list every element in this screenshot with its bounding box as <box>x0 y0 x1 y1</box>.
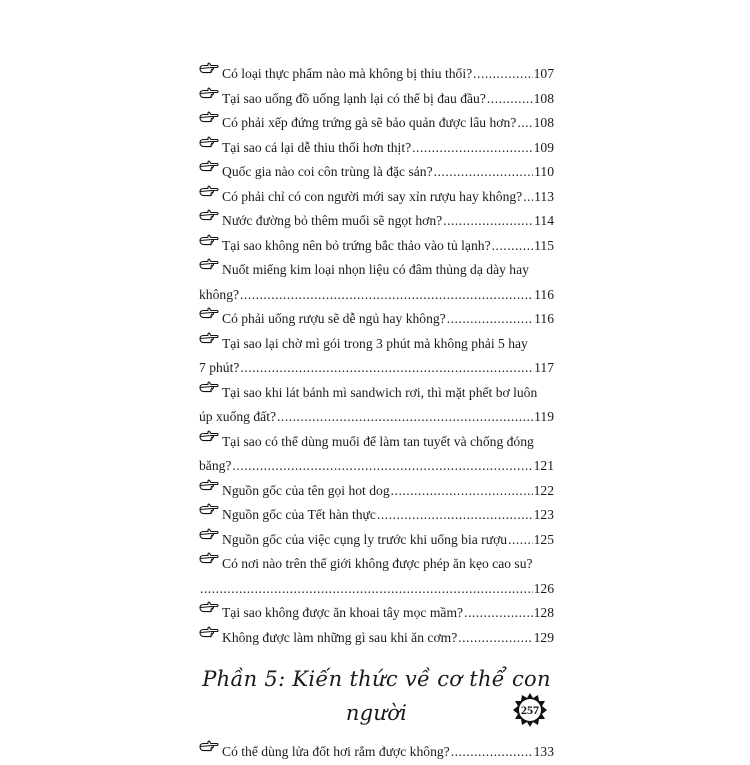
toc-entry <box>199 185 554 210</box>
pointing-hand-icon <box>199 111 219 123</box>
toc-entry <box>199 234 554 259</box>
toc-entry-title-cont: không? <box>199 286 240 302</box>
leader-dots <box>443 209 533 234</box>
leader-dots <box>523 185 533 210</box>
pointing-hand-icon <box>199 503 219 515</box>
leader-dots <box>200 577 533 602</box>
toc-entry-page: 119 <box>534 409 554 424</box>
toc-entry-title: Có phải chỉ có con người mới say xỉn rượu hay không? <box>222 188 523 204</box>
toc-entry <box>199 332 554 381</box>
toc-entry-line <box>199 479 554 504</box>
toc-entry-page: 113 <box>534 188 554 204</box>
pointing-hand-icon <box>199 626 219 638</box>
pointing-hand-icon <box>199 185 219 197</box>
toc-entry <box>199 479 554 504</box>
toc-entry-line <box>199 405 554 430</box>
toc-entry-page: 133 <box>533 744 554 759</box>
toc-entry-title-cont: úp xuống đất? <box>199 409 277 424</box>
toc-entry-title: Có phải uống rượu sẽ dễ ngủ hay không? <box>222 311 446 326</box>
pointing-hand-icon <box>199 528 219 540</box>
toc-entry-page: 121 <box>533 458 554 473</box>
pointing-hand-icon <box>199 552 219 564</box>
leader-dots <box>232 454 532 479</box>
section-heading: Phần 5: Kiến thức về cơ thể con người <box>202 667 551 725</box>
pointing-hand-icon <box>199 258 219 270</box>
page-number-badge <box>513 693 547 727</box>
toc-entry-line <box>199 283 554 308</box>
toc-entry-title: Nước đường bỏ thêm muối sẽ ngọt hơn? <box>222 213 443 228</box>
toc-entry-title: Tại sao uống đồ uống lạnh lại có thể bị đau đầu? <box>222 90 486 106</box>
toc-entry-line <box>199 503 554 528</box>
toc-entry-line <box>199 626 554 651</box>
toc-entry-line <box>199 111 554 136</box>
toc-entry-title: Tại sao không được ăn khoai tây mọc mầm? <box>222 605 464 620</box>
toc-entry-line <box>199 740 554 765</box>
pointing-hand-icon <box>199 209 219 221</box>
toc-entry-title: Quốc gia nào coi côn trùng là đặc sản? <box>222 164 433 179</box>
toc-entry <box>199 601 554 626</box>
toc-entry <box>199 87 554 112</box>
toc-entry-line <box>199 209 554 234</box>
leader-dots <box>391 479 533 504</box>
toc-entry <box>199 209 554 234</box>
toc-entry <box>199 381 554 430</box>
page-number: 257 <box>521 703 539 717</box>
pointing-hand-icon <box>199 381 219 393</box>
toc-entry-line <box>199 356 554 381</box>
leader-dots <box>458 626 532 651</box>
toc-entry-title: Nguồn gốc của tên gọi hot dog <box>222 482 390 498</box>
pointing-hand-icon <box>199 87 219 99</box>
toc-entry-title: Nguồn gốc của việc cụng ly trước khi uống bia rượu <box>222 531 508 547</box>
toc-entry-page: 126 <box>533 580 554 596</box>
leader-dots <box>508 528 533 553</box>
leader-dots <box>451 740 533 765</box>
toc-entry-line <box>199 454 554 479</box>
leader-dots <box>240 283 533 308</box>
toc-entry-title: Nguồn gốc của Tết hàn thực <box>222 507 376 522</box>
pointing-hand-icon <box>199 740 219 752</box>
leader-dots <box>487 87 533 112</box>
toc-entry-line <box>199 87 554 112</box>
toc-entry-page: 115 <box>534 237 554 253</box>
toc-entry <box>199 258 554 307</box>
leader-dots <box>517 111 532 136</box>
toc-entry <box>199 430 554 479</box>
pointing-hand-icon <box>199 62 219 74</box>
toc-entry-page: 108 <box>533 115 554 130</box>
toc-entry <box>199 626 554 651</box>
toc-entry-page: 122 <box>533 482 554 498</box>
toc-entry-page: 116 <box>534 311 554 326</box>
toc-entry-title: Có nơi nào trên thế giới không được phép ăn kẹo cao su? <box>222 556 533 571</box>
toc-entry <box>199 307 554 332</box>
toc-entry-title: Tại sao không nên bỏ trứng bắc thảo vào tủ lạnh? <box>222 237 491 253</box>
leader-dots <box>412 136 532 161</box>
toc-entry-line <box>199 185 554 210</box>
toc-entry-title: Tại sao có thể dùng muối để làm tan tuyết và chống đóng <box>222 433 534 449</box>
toc-entry <box>199 503 554 528</box>
leader-dots <box>464 601 533 626</box>
toc-entry-title-cont: 7 phút? <box>199 360 240 375</box>
toc-entry-line <box>199 577 554 602</box>
leader-dots <box>473 62 532 87</box>
toc-entry <box>199 528 554 553</box>
toc-entry-page: 114 <box>534 213 554 228</box>
toc-entry-line <box>199 136 554 161</box>
toc-entry <box>199 111 554 136</box>
toc-entry-line <box>199 601 554 626</box>
toc-entry-line <box>199 381 554 406</box>
toc-entry-page: 128 <box>533 605 554 620</box>
toc-entry-page: 125 <box>533 531 554 547</box>
toc-entry <box>199 740 554 765</box>
toc-entry-line <box>199 62 554 87</box>
toc-entry-page: 107 <box>533 66 554 81</box>
toc-entry-page: 129 <box>533 629 554 645</box>
toc-entry-line <box>199 528 554 553</box>
toc-entry-title: Tại sao cá lại dễ thiu thối hơn thịt? <box>222 139 412 155</box>
pointing-hand-icon <box>199 234 219 246</box>
toc-entry-title: Không được làm những gì sau khi ăn cơm? <box>222 629 458 645</box>
leader-dots <box>277 405 533 430</box>
table-of-contents <box>199 62 554 765</box>
leader-dots <box>240 356 533 381</box>
toc-entry-page: 123 <box>533 507 554 522</box>
toc-entry <box>199 160 554 185</box>
pointing-hand-icon <box>199 601 219 613</box>
toc-entry-title: Có loại thực phẩm nào mà không bị thiu thối? <box>222 66 473 81</box>
toc-entry-title-cont: băng? <box>199 458 232 473</box>
pointing-hand-icon <box>199 160 219 172</box>
toc-entry-title: Có thể dùng lửa đốt hơi rắm được không? <box>222 744 450 759</box>
toc-entry-page: 110 <box>534 164 554 179</box>
leader-dots <box>492 234 534 259</box>
toc-entry <box>199 62 554 87</box>
toc-entry <box>199 552 554 601</box>
toc-entry-line <box>199 430 554 455</box>
pointing-hand-icon <box>199 332 219 344</box>
toc-entry-page: 116 <box>534 286 554 302</box>
pointing-hand-icon <box>199 430 219 442</box>
toc-entry-page: 108 <box>533 90 554 106</box>
toc-entry-title: Nuốt miếng kim loại nhọn liệu có đâm thủng dạ dày hay <box>222 262 529 277</box>
toc-entry-title: Tại sao khi lát bánh mì sandwich rơi, thì mặt phết bơ luôn <box>222 384 538 400</box>
toc-entry-line <box>199 307 554 332</box>
toc-entry-line <box>199 234 554 259</box>
toc-entry-title: Có phải xếp đứng trứng gà sẽ bảo quản được lâu hơn? <box>222 115 517 130</box>
pointing-hand-icon <box>199 307 219 319</box>
leader-dots <box>447 307 533 332</box>
leader-dots <box>377 503 533 528</box>
toc-entry <box>199 136 554 161</box>
pointing-hand-icon <box>199 479 219 491</box>
toc-entry-line <box>199 332 554 357</box>
toc-entry-page: 109 <box>533 139 554 155</box>
pointing-hand-icon <box>199 136 219 148</box>
toc-entry-title: Tại sao lại chờ mì gói trong 3 phút mà không phải 5 hay <box>222 335 528 351</box>
toc-entry-line <box>199 258 554 283</box>
toc-entry-line <box>199 160 554 185</box>
leader-dots <box>434 160 533 185</box>
toc-entry-page: 117 <box>534 360 554 375</box>
toc-entry-line <box>199 552 554 577</box>
